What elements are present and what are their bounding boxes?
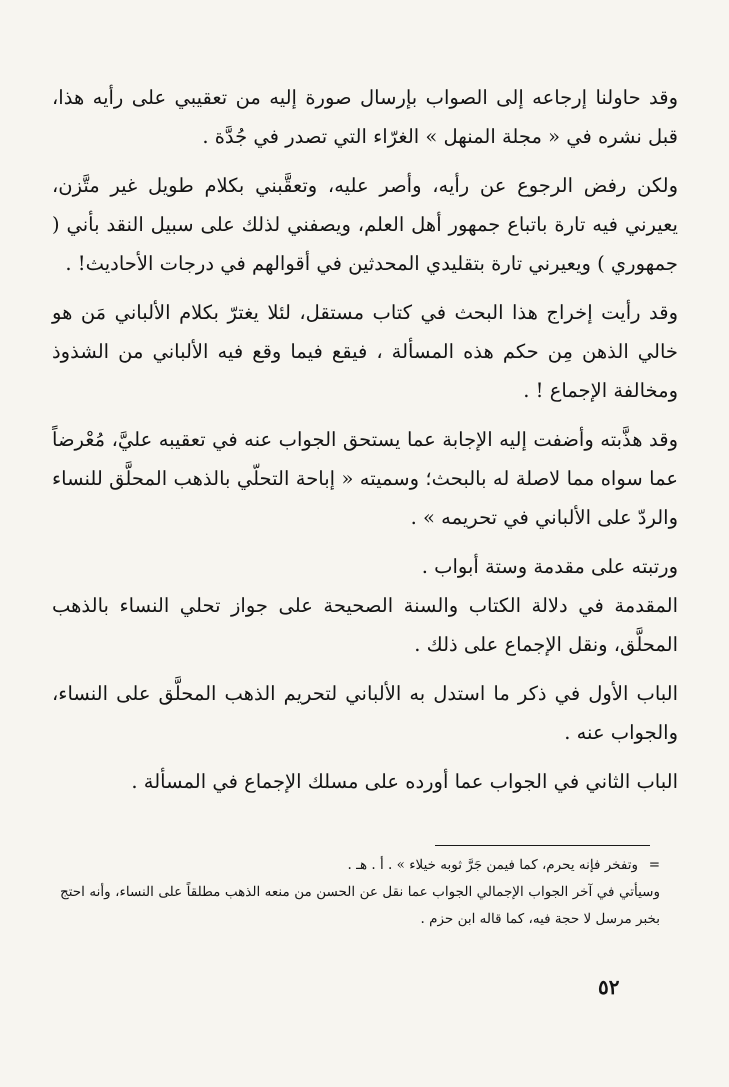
page-number: ٥٢	[598, 975, 620, 999]
footnote-continuation-mark: =	[648, 857, 660, 873]
paragraph-6: المقدمة في دلالة الكتاب والسنة الصحيحة على جواز تحلي النساء بالذهب المحلَّق، ونقل الإجماع على ذلك .	[52, 594, 678, 656]
footnote-line-2: وسيأتي في آخر الجواب الإجمالي الجواب عما نقل عن الحسن من منعه الذهب مطلقاً على النساء، وأنه احتج بخبر مرسل لا حجة فيه، كما قاله ابن حزم .	[60, 884, 660, 927]
paragraph-4: وقد هذَّبته وأضفت إليه الإجابة عما يستحق الجواب عنه في تعقيبه عليَّ، مُعْرضاً عما سواه مما لاصلة له بالبحث؛ وسميته « إباحة التحلّي بالذهب المحلَّق للنساء والردّ على الألباني في تحريمه » .	[52, 428, 678, 529]
paragraph-1: وقد حاولنا إرجاعه إلى الصواب بإرسال صورة إليه من تعقيبي على رأيه هذا، قبل نشره في « مجلة المنهل » الغرّاء التي تصدر في جُدَّة .	[52, 86, 678, 148]
footnote-line-1-text: وتفخر فإنه يحرم، كما فيمن جَرَّ ثوبه خيلاء » . أ . هـ .	[347, 857, 638, 873]
paragraph-7: الباب الأول في ذكر ما استدل به الألباني لتحريم الذهب المحلَّق على النساء، والجواب عنه .	[52, 682, 678, 744]
paragraph-3: وقد رأيت إخراج هذا البحث في كتاب مستقل، لئلا يغترّ بكلام الألباني مَن هو خالي الذهن مِن حكم هذه المسألة ، فيقع فيما وقع فيه الألباني من الشذوذ ومخالفة الإجماع ! .	[52, 301, 678, 402]
main-text-block	[52, 78, 678, 811]
paragraph-2: ولكن رفض الرجوع عن رأيه، وأصر عليه، وتعقَّبني بكلام طويل غير متَّزن، يعيرني فيه تارة باتباع جمهور أهل العلم، ويصفني لذلك على سبيل النقد بأني ( جمهوري ) ويعيرني تارة بتقليدي المحدثين في أقوالهم في درجات الأحاديث! .	[52, 174, 678, 275]
paragraph-5: ورتبته على مقدمة وستة أبواب .	[421, 555, 678, 578]
footnote-divider	[435, 845, 650, 846]
paragraph-8: الباب الثاني في الجواب عما أورده على مسلك الإجماع في المسألة .	[131, 770, 678, 793]
footnotes-block	[60, 852, 660, 933]
footnote-line-1	[60, 852, 660, 879]
